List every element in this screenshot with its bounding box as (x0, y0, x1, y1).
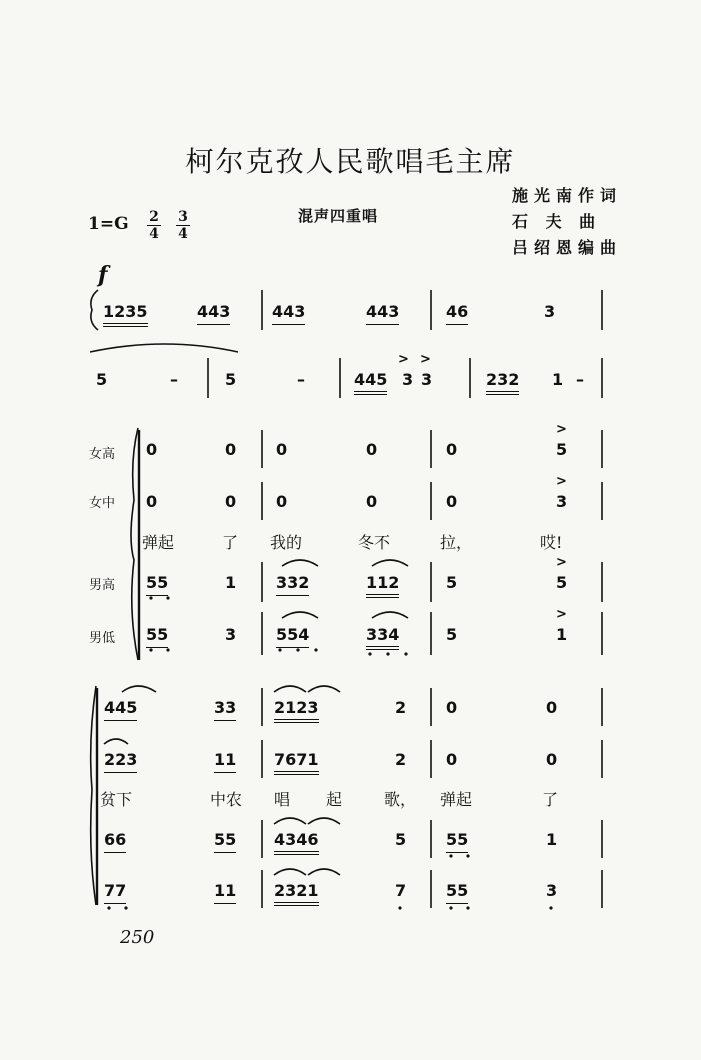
soprano-note: 0 (146, 440, 158, 459)
tenor-note: 1 (225, 573, 237, 592)
lyric: 了 (542, 790, 559, 809)
soprano-note-group: 2123 (274, 698, 319, 723)
soprano-note: 0 (366, 440, 378, 459)
tie (308, 686, 340, 692)
intro-note-group: 443 (197, 302, 230, 325)
lyric: 弹起 (142, 533, 175, 552)
tenor-note-group: 332 (276, 573, 309, 596)
time-signature-2-4: 2 4 (147, 210, 161, 241)
intro-brace (91, 290, 98, 330)
soprano-note: 0 (446, 440, 458, 459)
intro-note-group: 443 (272, 302, 305, 325)
part-label-soprano: 女高 (89, 447, 116, 462)
key-signature: 1=G (88, 214, 129, 234)
lyric: 哎! (540, 533, 563, 552)
soprano-note: 0 (276, 440, 288, 459)
intro-note: 3 (402, 370, 414, 389)
tenor-note-group: 55 (214, 830, 236, 853)
intro-dash: – (576, 370, 584, 389)
alto-note: 0 (446, 492, 458, 511)
tie (282, 560, 318, 566)
tenor-note-group: 4346 (274, 830, 319, 855)
accent-mark: > (556, 555, 567, 570)
tenor-note: 5 (395, 830, 407, 849)
soprano-note: 2 (395, 698, 407, 717)
bass-note-group: 55 (446, 881, 468, 904)
performance-subtitle: 混声四重唱 (298, 207, 379, 225)
tie (282, 612, 318, 618)
tie (372, 560, 408, 566)
lyric: 冬不 (358, 533, 391, 552)
lyric: 唱 (274, 790, 291, 809)
lyric: 起 (326, 790, 343, 809)
intro-note-group: 443 (366, 302, 399, 325)
accent-mark: > (420, 352, 431, 367)
tie (308, 818, 340, 824)
arranger-credit: 吕绍恩编曲 (512, 238, 623, 257)
accent-mark: > (556, 607, 567, 622)
page-number: 250 (120, 927, 155, 948)
tenor-note: 1 (546, 830, 558, 849)
intro-note: 3 (544, 302, 556, 321)
bass-note: 5 (446, 625, 458, 644)
alto-note-group: 223 (104, 750, 137, 773)
alto-note: 2 (395, 750, 407, 769)
tie (274, 686, 306, 692)
intro-note: 5 (96, 370, 108, 389)
alto-note: 3 (556, 492, 568, 511)
lyric: 弹起 (440, 790, 473, 809)
tenor-note-group: 55 (446, 830, 468, 853)
soprano-note: 0 (225, 440, 237, 459)
accent-mark: > (556, 474, 567, 489)
bass-note-group: 55 (146, 625, 168, 648)
tie (274, 869, 306, 875)
part-label-bass: 男低 (89, 631, 116, 646)
soprano-note: 0 (446, 698, 458, 717)
tie (308, 869, 340, 875)
part-label-alto: 女中 (89, 496, 116, 511)
alto-note: 0 (446, 750, 458, 769)
intro-note-group: 1235 (103, 302, 148, 327)
bass-note: 1 (556, 625, 568, 644)
bass-note-group: 11 (214, 881, 236, 904)
lyricist-credit: 施光南作词 (512, 186, 623, 205)
soprano-note-group: 445 (104, 698, 137, 721)
intro-note-group: 46 (446, 302, 468, 325)
lyric: 拉， (440, 533, 473, 552)
alto-note: 0 (225, 492, 237, 511)
alto-note: 0 (276, 492, 288, 511)
bass-note: 3 (225, 625, 237, 644)
tie (104, 739, 128, 744)
alto-note-group: 11 (214, 750, 236, 773)
lyric: 了 (222, 533, 239, 552)
bass-note: 3 (546, 881, 558, 900)
intro-note-group: 232 (486, 370, 519, 395)
soprano-note: 5 (556, 440, 568, 459)
lyric: 我的 (270, 533, 303, 552)
song-title: 柯尔克孜人民歌唱毛主席 (185, 145, 516, 178)
phrase-slur (90, 344, 238, 352)
soprano-note-group: 33 (214, 698, 236, 721)
intro-note: 5 (225, 370, 237, 389)
tenor-note-group: 55 (146, 573, 168, 596)
intro-note: 1 (552, 370, 564, 389)
part-label-tenor: 男高 (89, 578, 116, 593)
tenor-note-group: 112 (366, 573, 399, 598)
bass-note: 7 (395, 881, 407, 900)
bass-note-group: 554 (276, 625, 309, 648)
tenor-note-group: 66 (104, 830, 126, 853)
intro-dash: – (170, 370, 178, 389)
alto-note: 0 (546, 750, 558, 769)
lyric: 贫下 (100, 790, 133, 809)
alto-note-group: 7671 (274, 750, 319, 775)
lyric: 歌， (384, 790, 417, 809)
bass-note-group: 77 (104, 881, 126, 904)
intro-note: 3 (421, 370, 433, 389)
time-signature-3-4: 3 4 (176, 210, 190, 241)
tenor-note: 5 (446, 573, 458, 592)
alto-note: 0 (146, 492, 158, 511)
alto-note: 0 (366, 492, 378, 511)
system-brace (91, 686, 96, 905)
dynamic-forte: f (98, 262, 108, 288)
lyric: 中农 (210, 790, 243, 809)
accent-mark: > (556, 422, 567, 437)
tie (372, 612, 408, 618)
intro-dash: – (297, 370, 305, 389)
bass-note-group: 2321 (274, 881, 319, 906)
accent-mark: > (398, 352, 409, 367)
tie (122, 686, 156, 692)
tie (274, 818, 306, 824)
tenor-note: 5 (556, 573, 568, 592)
composer-credit: 石 夫 曲 (512, 212, 602, 231)
bass-note-group: 334 (366, 625, 399, 650)
system-brace (131, 428, 138, 660)
soprano-note: 0 (546, 698, 558, 717)
intro-note-group: 445 (354, 370, 387, 395)
